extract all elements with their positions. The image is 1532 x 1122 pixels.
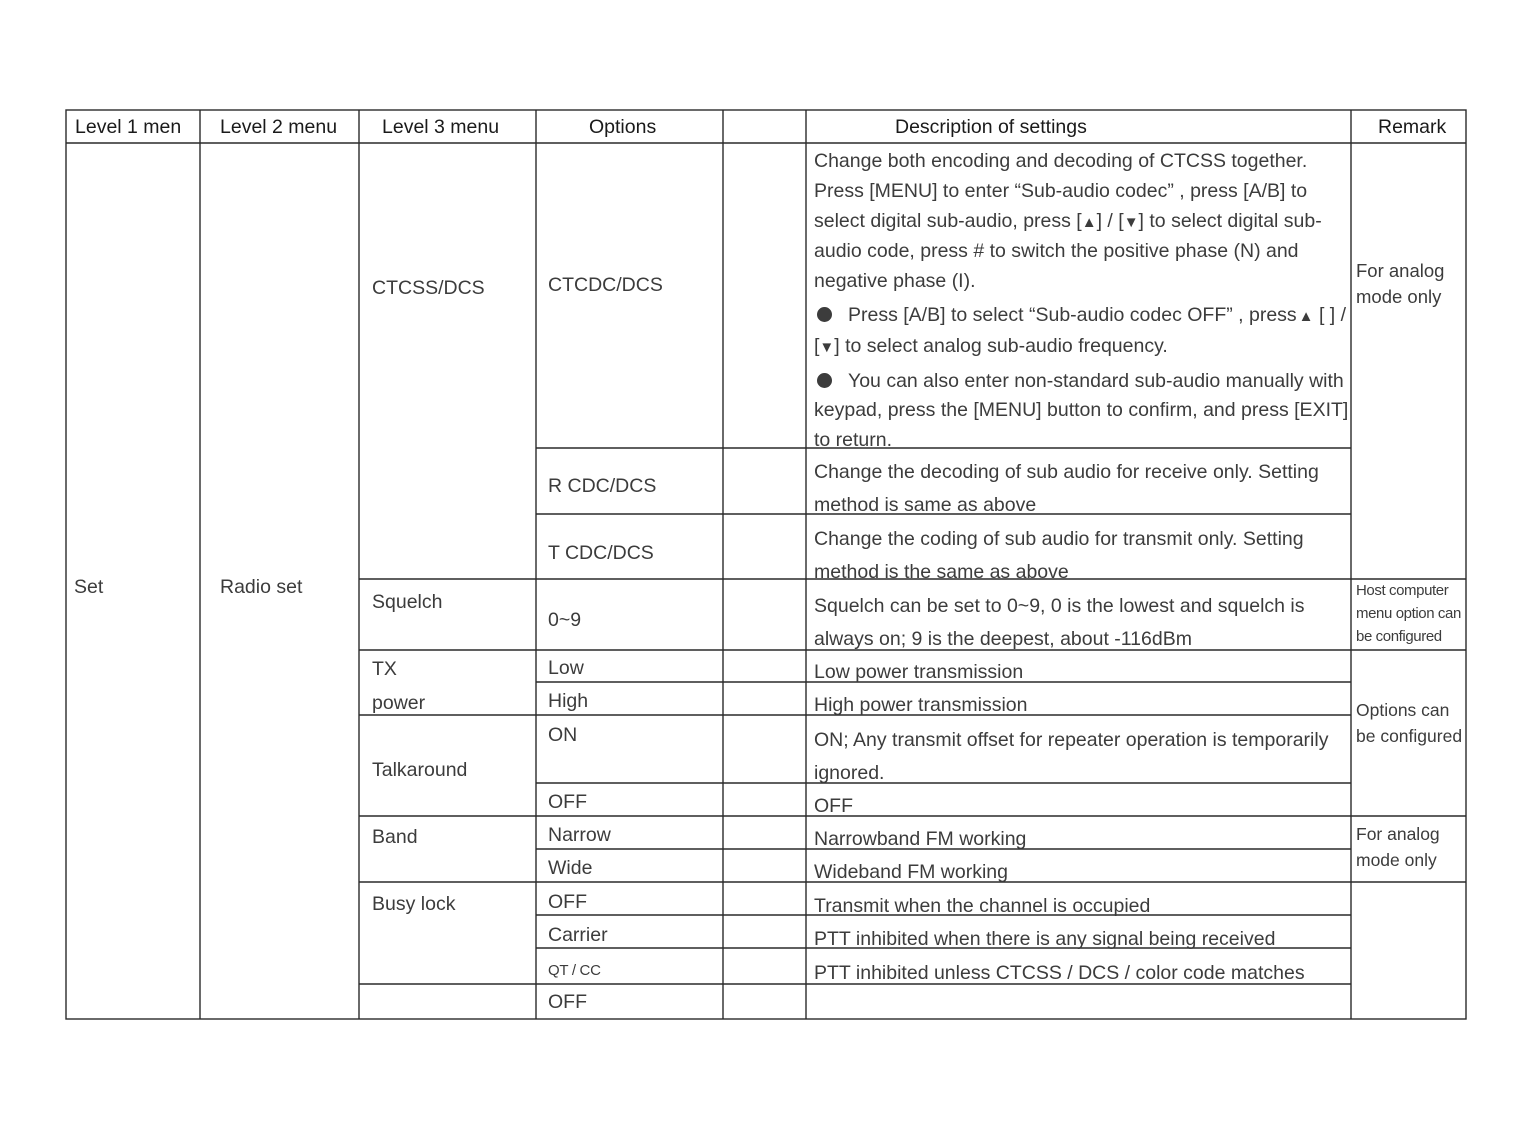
desc-ctcdc <box>814 147 1350 456</box>
option-low: Low <box>548 657 584 679</box>
level2-value: Radio set <box>220 576 303 598</box>
desc-carrier: PTT inhibited when there is any signal being received <box>814 928 1276 950</box>
remark-squelch: Host computer menu option can be configured <box>1356 582 1461 645</box>
desc-line: to return. <box>814 429 893 452</box>
option-squelch: 0~9 <box>548 609 582 631</box>
option-busy-off: OFF <box>548 891 587 913</box>
desc-busy-off: Transmit when the channel is occupied <box>814 895 1151 917</box>
option-narrow: Narrow <box>548 824 611 846</box>
down-arrow-icon: ▼ <box>1123 213 1139 231</box>
option-carrier: Carrier <box>548 924 608 946</box>
desc-narrow: Narrowband FM working <box>814 828 1027 850</box>
desc-rcdc: Change the decoding of sub audio for receive only. Setting method is same as above <box>814 461 1319 516</box>
level3-talkaround: Talkaround <box>372 759 468 781</box>
desc-wide: Wideband FM working <box>814 861 1008 883</box>
option-last-off: OFF <box>548 991 587 1013</box>
remark-band: For analog mode only <box>1356 824 1440 870</box>
bullet-icon <box>817 373 832 388</box>
header-remark: Remark <box>1378 116 1447 138</box>
option-rcdc: R CDC/DCS <box>548 475 657 497</box>
desc-line: [▼] to select analog sub-audio frequency. <box>814 334 1168 357</box>
header-level1: Level 1 men <box>75 116 182 138</box>
level3-tx: TX <box>372 658 397 680</box>
desc-line: audio code, press # to switch the positive phase (N) and <box>814 240 1299 263</box>
option-tcdc: T CDC/DCS <box>548 542 654 564</box>
desc-line: Change both encoding and decoding of CTCSS together. <box>814 150 1308 172</box>
option-wide: Wide <box>548 857 593 879</box>
remark-ctcss: For analog mode only <box>1356 260 1445 307</box>
level3-ctcss: CTCSS/DCS <box>372 277 485 299</box>
header-options: Options <box>589 116 657 138</box>
desc-on: ON; Any transmit offset for repeater operation is temporarily ignored. <box>814 729 1329 784</box>
level3-busy-lock: Busy lock <box>372 893 456 915</box>
desc-low: Low power transmission <box>814 661 1024 683</box>
header-description: Description of settings <box>895 116 1087 138</box>
desc-qt-cc: PTT inhibited unless CTCSS / DCS / color code matches <box>814 962 1305 984</box>
up-arrow-icon: ▲ <box>1298 307 1314 325</box>
desc-high: High power transmission <box>814 694 1028 716</box>
option-on: ON <box>548 724 578 746</box>
level1-value: Set <box>74 576 104 598</box>
option-high: High <box>548 690 589 712</box>
option-off: OFF <box>548 791 587 813</box>
desc-line: negative phase (I). <box>814 270 976 293</box>
level3-band: Band <box>372 826 418 848</box>
down-arrow-icon: ▼ <box>819 338 835 356</box>
header-level3: Level 3 menu <box>382 116 500 138</box>
bullet-icon <box>817 307 832 322</box>
option-qt-cc: QT / CC <box>548 962 601 979</box>
desc-line: Press [A/B] to select “Sub-audio codec OFF” , press ▲ [ ] / <box>814 301 1350 332</box>
level3-power: power <box>372 692 426 714</box>
desc-line: You can also enter non-standard sub-audio manually with <box>814 367 1350 397</box>
desc-off: OFF <box>814 795 853 817</box>
remark-options: Options can be configured <box>1356 700 1463 746</box>
desc-tcdc: Change the coding of sub audio for transmit only. Setting method is the same as above <box>814 528 1304 583</box>
option-ctcdc: CTCDC/DCS <box>548 274 663 296</box>
up-arrow-icon: ▲ <box>1081 213 1097 231</box>
desc-line: Press [MENU] to enter “Sub-audio codec” , press [A/B] to <box>814 179 1308 202</box>
header-level2: Level 2 menu <box>220 116 338 138</box>
desc-squelch: Squelch can be set to 0~9, 0 is the lowest and squelch is always on; 9 is the deepest, about -116dBm <box>814 595 1305 650</box>
desc-line: select digital sub-audio, press [▲] / [▼] to select digital sub- <box>814 209 1322 232</box>
level3-squelch: Squelch <box>372 591 443 613</box>
desc-line: keypad, press the [MENU] button to confirm, and press [EXIT] <box>814 399 1349 422</box>
